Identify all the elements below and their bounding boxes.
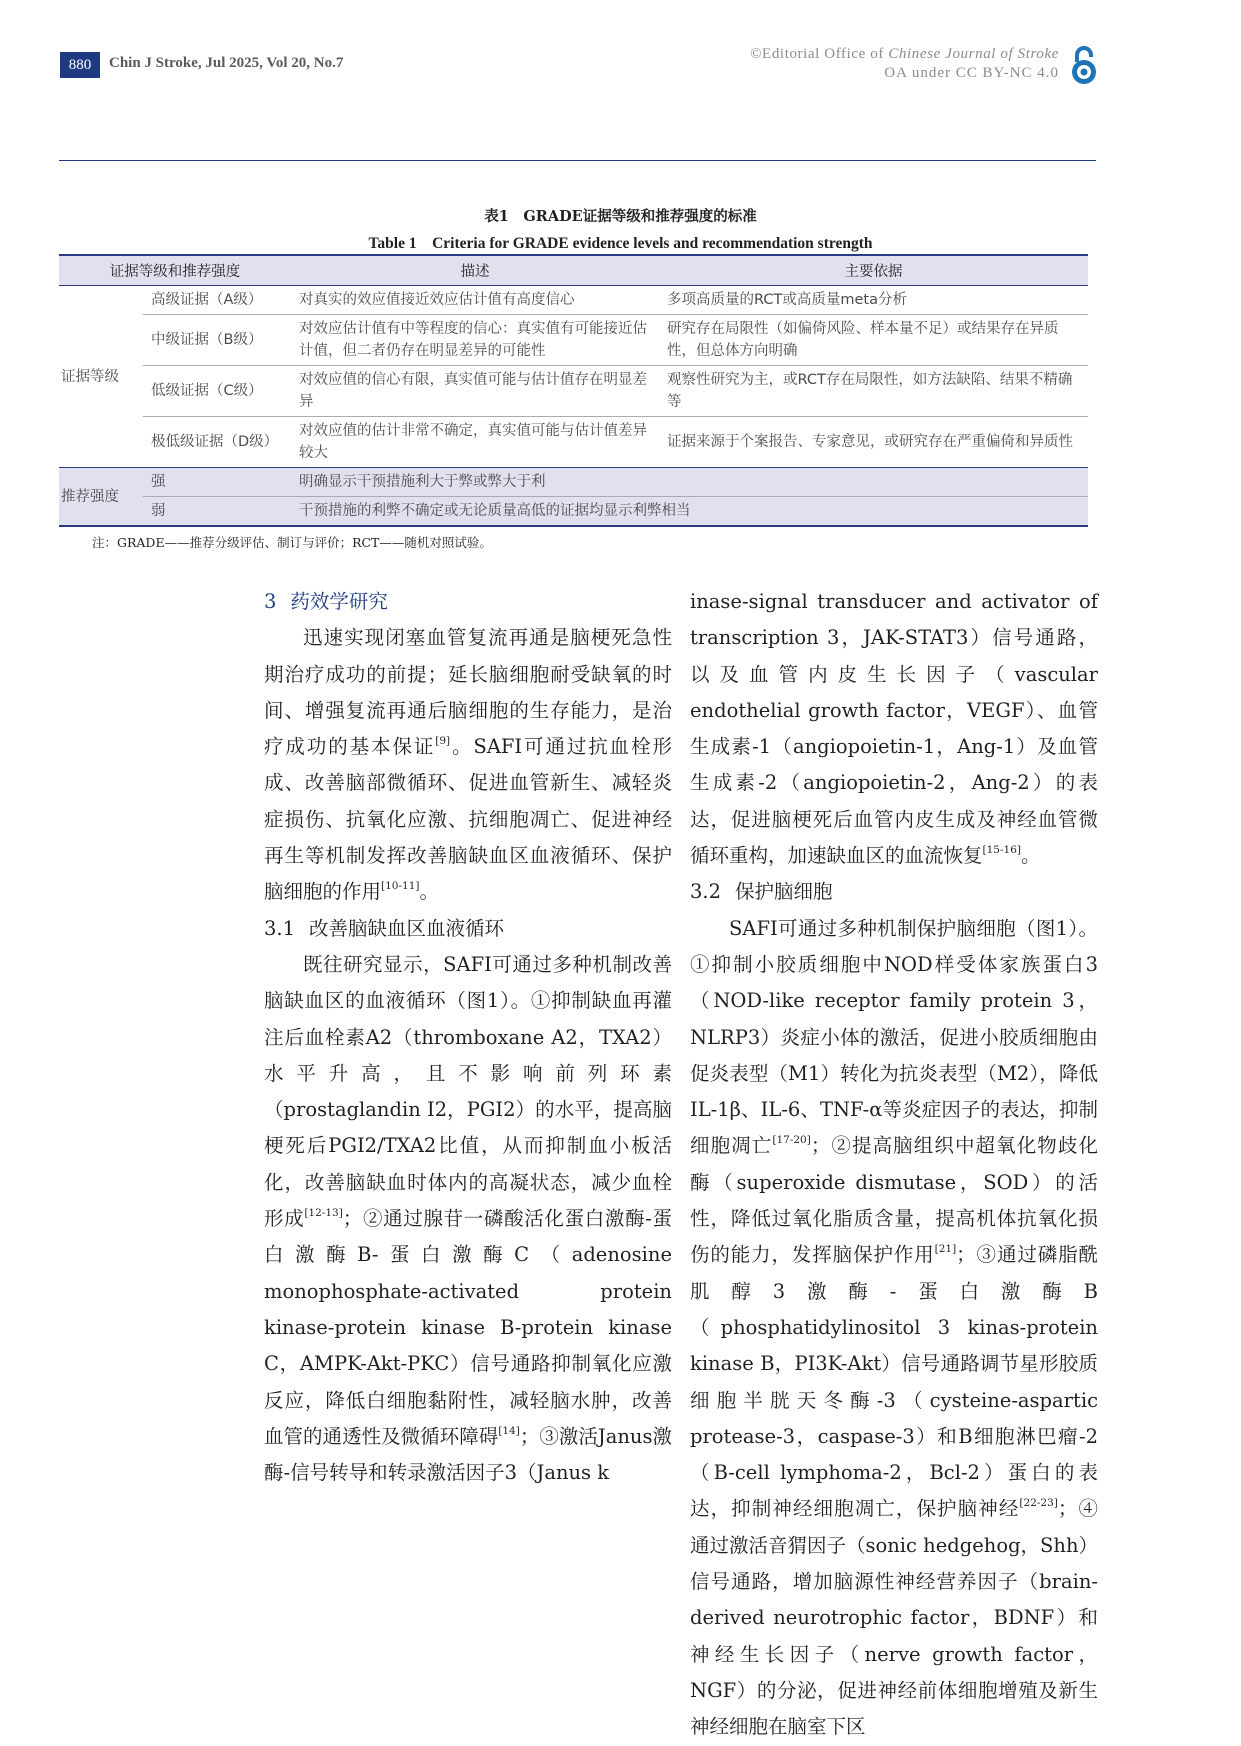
copyright-prefix: ©Editorial Office of (750, 46, 889, 62)
text-run: 。 (1020, 844, 1041, 868)
page-number: 880 (60, 52, 100, 78)
text-run: 。SAFI可通过抗血栓形成、改善脑部微循环、促进血管新生、减轻炎症损伤、抗氧化应激、抗细胞凋亡、促进神经再生等机制发挥改善脑缺血区血液循环、保护脑细胞的作用 (264, 735, 672, 904)
table-row (59, 315, 1088, 366)
body-column-left (264, 584, 672, 1491)
table-row (59, 286, 1088, 315)
section-number: 3.2 (690, 880, 722, 904)
paragraph-neuroprotection (690, 911, 1098, 1746)
row-level: 低级证据（C级） (143, 366, 291, 417)
citation: [15-16] (982, 844, 1021, 857)
row-level: 弱 (143, 497, 291, 527)
row-description: 对真实的效应值接近效应估计值有高度信心 (291, 286, 659, 315)
text-run: ；③激活Janus激酶-信号转导和转录激活因子3（Janus k (264, 1424, 672, 1485)
row-description: 对效应值的信心有限，真实值可能与估计值存在明显差异 (291, 366, 659, 417)
row-basis: 观察性研究为主，或RCT存在局限性，如方法缺陷、结果不精确等 (659, 366, 1088, 417)
paragraph-circulation-continued (690, 584, 1098, 874)
row-basis: 证据来源于个案报告、专家意见，或研究存在严重偏倚和异质性 (659, 417, 1088, 468)
citation: [21] (934, 1243, 957, 1256)
text-run: SAFI可通过多种机制保护脑细胞（图1）。①抑制小胶质细胞中NOD样受体家族蛋白3（NOD-like receptor family protein 3，NLRP3）炎症小体的激活，促进小胶质细胞由促炎表型（M1）转化为抗炎表型（M2），降低IL-1β、IL-6、TNF-α等炎症因子的表达，抑制细胞凋亡 (690, 916, 1098, 1158)
row-description: 对效应估计值有中等程度的信心：真实值有可能接近估计值，但二者仍存在明显差异的可能性 (291, 315, 659, 366)
row-level: 高级证据（A级） (143, 286, 291, 315)
paragraph-intro (264, 620, 672, 910)
table-header-row (59, 255, 1088, 286)
table-row (59, 468, 1088, 497)
row-description: 明确显示干预措施利大于弊或弊大于利 (291, 468, 1088, 497)
citation: [22-23] (1019, 1497, 1058, 1510)
text-run: inase-signal transducer and activator of transcription 3，JAK-STAT3）信号通路，以及血管内皮生长因子（vascular endothelial growth factor，VEGF）、血管生成素-1（angiopoietin-1，Ang-1）及血管生成素-2（angiopoietin-2，Ang-2）的表达，促进脑梗死后血管内皮生成及神经血管微循环重构，加速缺血区的血流恢复 (690, 590, 1098, 868)
text-run: ；④通过激活音猬因子（sonic hedgehog，Shh）信号通路，增加脑源性神经营养因子（brain-derived neurotrophic factor，BDNF）和神经生长因子（nerve growth factor，NGF）的分泌，促进神经前体细胞增殖及新生神经细胞在脑室下区 (690, 1497, 1099, 1739)
table-row (59, 366, 1088, 417)
text-run: 既往研究显示，SAFI可通过多种机制改善脑缺血区的血液循环（图1）。①抑制缺血再灌注后血栓素A2（thromboxane A2，TXA2）水平升高，且不影响前列环素（prostaglandin I2，PGI2）的水平，提高脑梗死后PGI2/TXA2比值，从而抑制血小板活化，改善脑缺血时体内的高凝状态，减少血栓形成 (264, 952, 672, 1231)
header-level: 证据等级和推荐强度 (59, 255, 291, 286)
row-level: 极低级证据（D级） (143, 417, 291, 468)
table-note: 注：GRADE——推荐分级评估、制订与评价；RCT——随机对照试验。 (92, 535, 492, 550)
text-run: 。 (419, 880, 439, 904)
section-title: 改善脑缺血区血液循环 (309, 916, 505, 940)
table-row (59, 417, 1088, 468)
header-description: 描述 (291, 255, 659, 286)
license-line: OA under CC BY-NC 4.0 (884, 65, 1059, 81)
section-3-1-heading (264, 911, 672, 947)
table-caption-en: Table 1 Criteria for GRADE evidence levels and recommendation strength (368, 235, 873, 252)
citation: [10-11] (381, 880, 420, 893)
citation: [12-13] (304, 1207, 343, 1220)
citation: [14] (498, 1424, 520, 1437)
body-column-right (690, 584, 1098, 1746)
open-access-lock-icon (1070, 44, 1098, 86)
journal-citation: Chin J Stroke, Jul 2025, Vol 20, No.7 (109, 55, 344, 71)
table-caption-cn: 表1 GRADE证据等级和推荐强度的标准 (484, 208, 757, 225)
section-3-heading (264, 584, 672, 620)
group-label-recommendation: 推荐强度 (59, 468, 143, 527)
text-run: ；②提高脑组织中超氧化物歧化酶（superoxide dismutase，SOD）的活性，降低过氧化脂质含量，提高机体抗氧化损伤的能力，发挥脑保护作用 (690, 1134, 1098, 1267)
row-basis: 研究存在局限性（如偏倚风险、样本量不足）或结果存在异质性，但总体方向明确 (659, 315, 1088, 366)
section-number: 3 (264, 590, 277, 613)
row-basis: 多项高质量的RCT或高质量meta分析 (659, 286, 1088, 315)
copyright-line (750, 46, 1059, 63)
citation: [17-20] (772, 1134, 811, 1147)
row-level: 中级证据（B级） (143, 315, 291, 366)
text-run: ；③通过磷脂酰肌醇3激酶-蛋白激酶B（phosphatidylinositol 3 kinas-protein kinase B，PI3K-Akt）信号通路调节星形胶质细胞半胱天冬酶-3（cysteine-aspartic protease-3，caspase-3）和B细胞淋巴瘤-2（B-cell lymphoma-2，Bcl-2）蛋白的表达，抑制神经细胞凋亡，保护脑神经 (690, 1243, 1098, 1521)
row-description: 干预措施的利弊不确定或无论质量高低的证据均显示利弊相当 (291, 497, 1088, 527)
grade-criteria-table (59, 254, 1088, 527)
section-title: 保护脑细胞 (735, 880, 833, 904)
section-number: 3.1 (264, 916, 296, 940)
header-basis: 主要依据 (659, 255, 1088, 286)
section-title: 药效学研究 (290, 590, 388, 613)
row-level: 强 (143, 468, 291, 497)
section-3-2-heading (690, 874, 1098, 910)
group-label-evidence: 证据等级 (59, 286, 143, 468)
row-description: 对效应值的估计非常不确定，真实值可能与估计值差异较大 (291, 417, 659, 468)
citation: [9] (435, 735, 451, 748)
copyright-journal: Chinese Journal of Stroke (888, 46, 1059, 62)
paragraph-circulation (264, 947, 672, 1491)
text-run: ；②通过腺苷一磷酸活化蛋白激酶-蛋白激酶B-蛋白激酶C（adenosine monophosphate-activated protein kinase-protein kinase B-protein kinase C，AMPK-Akt-PKC）信号通路抑制氧化应激反应，降低白细胞黏附性，减轻脑水肿，改善血管的通透性及微循环障碍 (264, 1207, 672, 1448)
table-row (59, 497, 1088, 527)
header-rule (59, 160, 1096, 161)
text-run: 迅速实现闭塞血管复流再通是脑梗死急性期治疗成功的前提；延长脑细胞耐受缺氧的时间、增强复流再通后脑细胞的生存能力，是治疗成功的基本保证 (264, 626, 672, 759)
